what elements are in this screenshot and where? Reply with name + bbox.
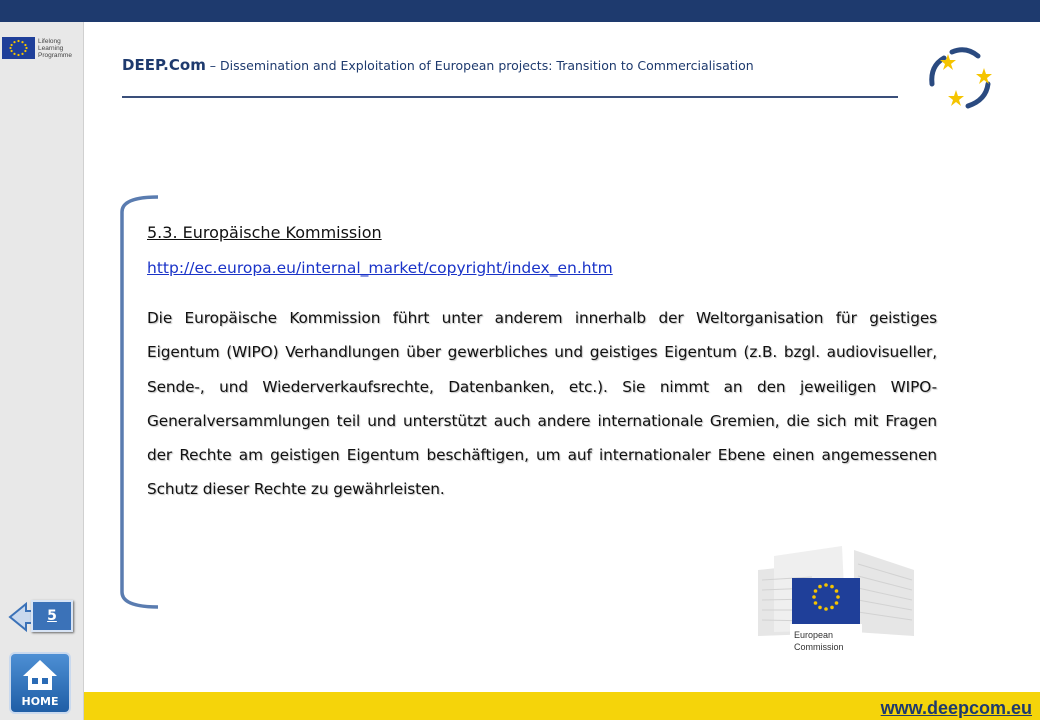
european-commission-logo — [754, 540, 920, 662]
ec-copyright-link[interactable]: http://ec.europa.eu/internal_market/copyright/index_en.htm — [147, 259, 613, 277]
home-label: HOME — [21, 695, 59, 708]
llp-line-2: Learning — [38, 44, 64, 52]
house-icon — [11, 654, 69, 694]
page-subtitle: – Dissemination and Exploitation of European projects: Transition to Commercialisation — [205, 58, 754, 73]
body-paragraph: Die Europäische Kommission führt unter anderem innerhalb der Weltorganisation für geistiges Eigentum (WIPO) Verhandlungen über gewerbliches und geistiges Eigentum (z.B. bzgl. audiovisueller, Sende-, und Wiederverkaufsrechte, Datenbanken, etc.). Sie nimmt an den jeweiligen WIPO-Generalversammlungen teil und unterstützt auch andere internationale Gremien, die sich mit Fragen der Rechte am geistigen Eigentum beschäftigen, um auf internationaler Ebene einen angemessenen Schutz dieser Rechte zu gewährleisten. — [147, 309, 937, 499]
llp-line-3: Programme — [38, 51, 72, 59]
eu-flag-icon — [2, 37, 35, 59]
website-link[interactable]: www.deepcom.eu — [880, 698, 1032, 718]
llp-line-1: Lifelong — [38, 37, 61, 45]
llp-logo — [2, 34, 82, 62]
page-title — [122, 56, 754, 74]
brand-name: DEEP.Com — [122, 56, 206, 74]
llp-text — [38, 38, 72, 59]
ec-logo-line-2: Commission — [794, 642, 844, 652]
page-number-button[interactable]: 5 — [31, 600, 73, 632]
header-divider — [122, 96, 898, 98]
deepcom-logo — [922, 44, 998, 112]
home-button[interactable] — [9, 652, 71, 714]
ec-logo-line-1: European — [794, 630, 834, 640]
section-heading: 5.3. Europäische Kommission — [147, 223, 382, 242]
top-bar — [0, 0, 1040, 22]
main-content — [147, 222, 937, 507]
